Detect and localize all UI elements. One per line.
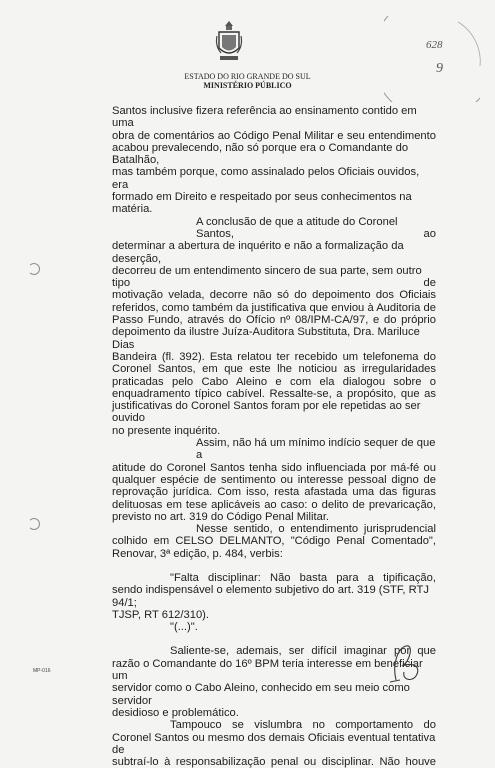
paragraph-continuation bbox=[112, 105, 436, 216]
punch-hole-mark bbox=[28, 518, 40, 530]
text-line: servidor como o Cabo Aleino, conhecido em seu meio como servidor bbox=[112, 682, 410, 707]
text-line: depoimento da ilustre Juíza-Auditora Substituta, Dra. Mariluce Dias bbox=[112, 326, 420, 351]
paragraph-assim bbox=[112, 437, 436, 523]
text-line: "Falta disciplinar: Não basta para a tipificação, bbox=[170, 571, 436, 584]
text-line: qualquer espécie de sentimento ou interesse pessoal digno de bbox=[112, 473, 436, 486]
paragraph-conclusion bbox=[112, 216, 436, 437]
stamp-number: 628 bbox=[426, 39, 443, 51]
text-line: atitude do Coronel Santos tenha sido influenciada por má-fé ou bbox=[112, 461, 436, 474]
text-line: Passo Fundo, através do Ofício nº 08/IPM-CA/97, e do próprio bbox=[112, 314, 436, 327]
text-line: Saliente-se, ademais, ser difícil imaginar por que bbox=[170, 645, 436, 658]
text-line: razão o Comandante do 16º BPM teria interesse em beneficiar um bbox=[112, 657, 423, 683]
text-line: colhido em CELSO DELMANTO, "Código Penal Comentado", bbox=[112, 535, 436, 548]
text-line: acabou prevalecendo, não só porque era o Comandante do Batalhão, bbox=[112, 141, 409, 167]
text-line: Coronel Santos, em que este lhe noticiou as irregularidades bbox=[112, 363, 436, 376]
text-line: enquadramento típico cabível. Ressalte-se, a propósito, que as bbox=[112, 387, 436, 400]
text-line: reprovação jurídica. Com isso, resta afastada uma das figuras bbox=[112, 486, 436, 499]
punch-hole-mark bbox=[28, 263, 40, 275]
text-line: "(...)". bbox=[170, 621, 198, 634]
text-line: motivação velada, decorre não só do depoimento dos Oficiais bbox=[112, 289, 436, 302]
form-code: MP-016 bbox=[33, 668, 51, 674]
text-line: no presente inquérito. bbox=[112, 424, 221, 437]
text-line: Bandeira (fl. 392). Esta relatou ter recebido um telefonema do bbox=[112, 350, 436, 363]
state-coat-of-arms-icon bbox=[214, 20, 244, 64]
handwritten-initials-signature bbox=[388, 640, 428, 684]
text-line: mas também porque, como assinalado pelos Oficiais ouvidos, era bbox=[112, 166, 420, 191]
text-line: subtraí-lo à responsabilização penal ou disciplinar. Não houve bbox=[112, 756, 436, 768]
text-line: Assim, não há um mínimo indício sequer de que a bbox=[196, 437, 436, 462]
text-line: Nesse sentido, o entendimento jurisprudencial bbox=[196, 523, 436, 536]
text-line: Renovar, 3ª edição, p. 484, verbis: bbox=[112, 547, 283, 560]
text-line: decorreu de um entendimento sincero de sua parte, sem outro tipo de bbox=[112, 264, 436, 290]
text-line: TJSP, RT 612/310). bbox=[112, 608, 210, 621]
text-line: referidos, como também da justificativa que enviou à Auditoria de bbox=[112, 301, 436, 314]
text-line: desidioso e problemático. bbox=[112, 706, 239, 719]
stamp-sheet: 9 bbox=[436, 61, 443, 76]
paragraph-jurisprudence bbox=[112, 523, 436, 560]
header-state: ESTADO DO RIO GRANDE DO SUL bbox=[184, 72, 311, 81]
citation-quote bbox=[112, 572, 436, 633]
text-line: justificativas do Coronel Santos foram por ele repetidas ao ser ouvido bbox=[112, 400, 421, 425]
text-line: delituosas em tese aplicáveis ao caso: o delito de prevaricação, bbox=[112, 498, 436, 511]
text-line: obra de comentários ao Código Penal Militar e seu entendimento bbox=[112, 129, 436, 142]
text-line: A conclusão de que a atitude do Coronel Santos, ao bbox=[196, 215, 436, 240]
text-line: Tampouco se vislumbra no comportamento do bbox=[170, 719, 436, 732]
text-line: previsto no art. 319 do Código Penal Militar. bbox=[112, 510, 330, 523]
page-number-stamp bbox=[384, 14, 484, 102]
header-organization: MINISTÉRIO PÚBLICO bbox=[203, 81, 292, 90]
text-line: determinar a abertura de inquérito e não a formalização da deserção, bbox=[112, 240, 404, 265]
paragraph-tampouco bbox=[112, 719, 436, 768]
text-line: Santos inclusive fizera referência ao ensinamento contido em uma bbox=[112, 105, 417, 130]
text-line: praticadas pelo Cabo Aleino e com ela dialogou sobre o bbox=[112, 375, 436, 388]
text-line: Coronel Santos ou mesmo dos demais Oficiais eventual tentativa de bbox=[112, 731, 436, 756]
text-line: sendo indispensável o elemento subjetivo do art. 319 (STF, RTJ 94/1; bbox=[112, 584, 429, 609]
text-line: formado em Direito e respeitado por seus conhecimentos na matéria. bbox=[112, 191, 412, 216]
